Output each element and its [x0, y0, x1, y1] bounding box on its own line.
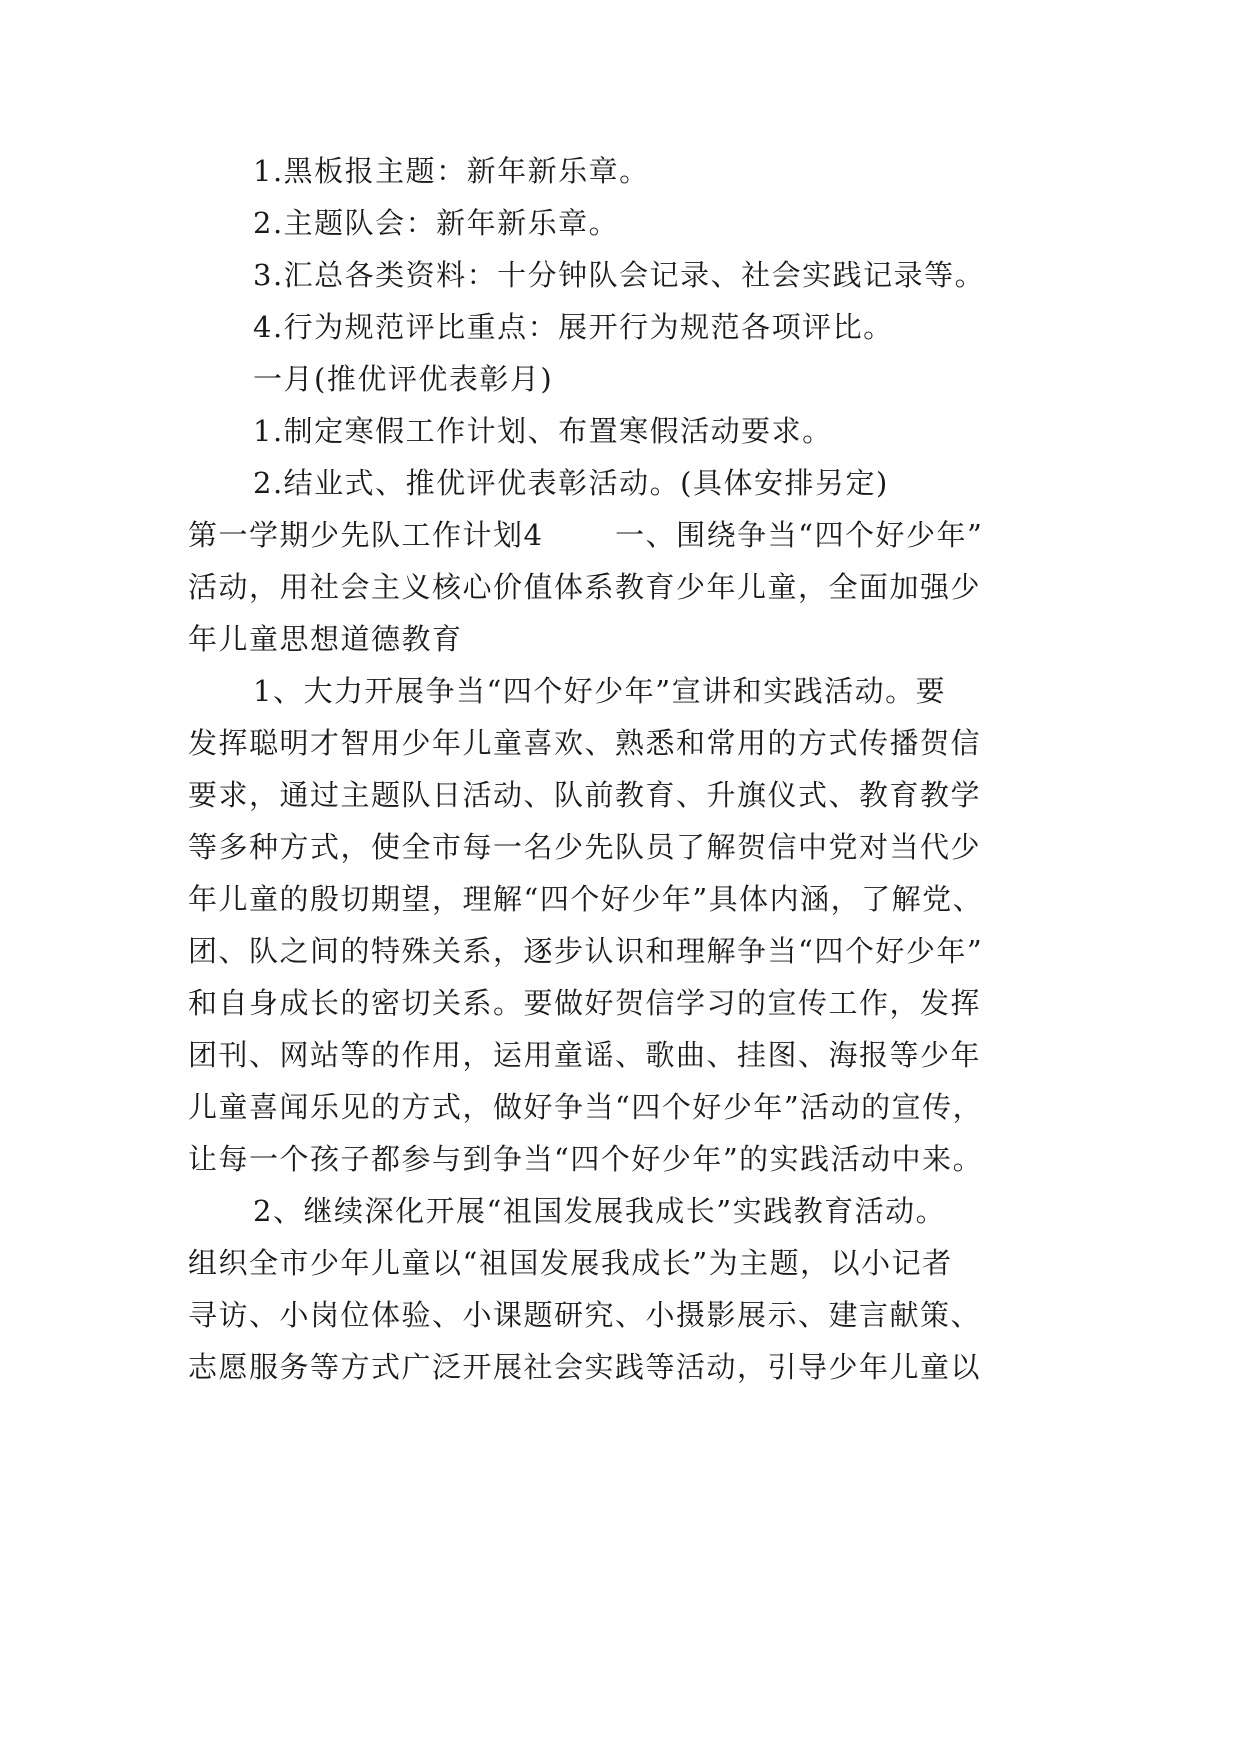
paragraph1-line-4: 等多种方式，使全市每一名少先队员了解贺信中党对当代少 — [188, 830, 982, 864]
january-item-2: 2.结业式、推优评优表彰活动。(具体安排另定) — [253, 466, 889, 500]
paragraph2-line-1: 2、继续深化开展“祖国发展我成长”实践教育活动。 — [253, 1194, 947, 1228]
december-item-1: 1.黑板报主题：新年新乐章。 — [253, 154, 650, 188]
december-item-4: 4.行为规范评比重点：展开行为规范各项评比。 — [253, 310, 894, 344]
january-item-1: 1.制定寒假工作计划、布置寒假活动要求。 — [253, 414, 833, 448]
paragraph1-line-10: 让每一个孩子都参与到争当“四个好少年”的实践活动中来。 — [188, 1142, 984, 1176]
december-item-2: 2.主题队会：新年新乐章。 — [253, 206, 620, 240]
paragraph1-line-8: 团刊、网站等的作用，运用童谣、歌曲、挂图、海报等少年 — [188, 1038, 982, 1072]
paragraph1-line-3: 要求，通过主题队日活动、队前教育、升旗仪式、教育教学 — [188, 778, 982, 812]
paragraph2-line-4: 志愿服务等方式广泛开展社会实践等活动，引导少年儿童以 — [188, 1350, 982, 1384]
section-title-cont-1: 活动，用社会主义核心价值体系教育少年儿童，全面加强少 — [188, 570, 982, 604]
paragraph1-line-1: 1、大力开展争当“四个好少年”宣讲和实践活动。要 — [253, 674, 947, 708]
month-heading: 一月(推优评优表彰月) — [253, 362, 554, 396]
section-title-cont-2: 年儿童思想道德教育 — [188, 622, 463, 656]
paragraph1-line-6: 团、队之间的特殊关系，逐步认识和理解争当“四个好少年” — [188, 934, 984, 968]
paragraph1-line-9: 儿童喜闻乐见的方式，做好争当“四个好少年”活动的宣传， — [188, 1090, 984, 1124]
december-item-3: 3.汇总各类资料：十分钟队会记录、社会实践记录等。 — [253, 258, 986, 292]
paragraph1-line-7: 和自身成长的密切关系。要做好贺信学习的宣传工作，发挥 — [188, 986, 982, 1020]
section-title: 第一学期少先队工作计划4 一、围绕争当“四个好少年” — [188, 518, 984, 552]
paragraph1-line-5: 年儿童的殷切期望，理解“四个好少年”具体内涵，了解党、 — [188, 882, 984, 916]
paragraph2-line-2: 组织全市少年儿童以“祖国发展我成长”为主题，以小记者 — [188, 1246, 953, 1280]
paragraph1-line-2: 发挥聪明才智用少年儿童喜欢、熟悉和常用的方式传播贺信 — [188, 726, 982, 760]
paragraph2-line-3: 寻访、小岗位体验、小课题研究、小摄影展示、建言献策、 — [188, 1298, 982, 1332]
